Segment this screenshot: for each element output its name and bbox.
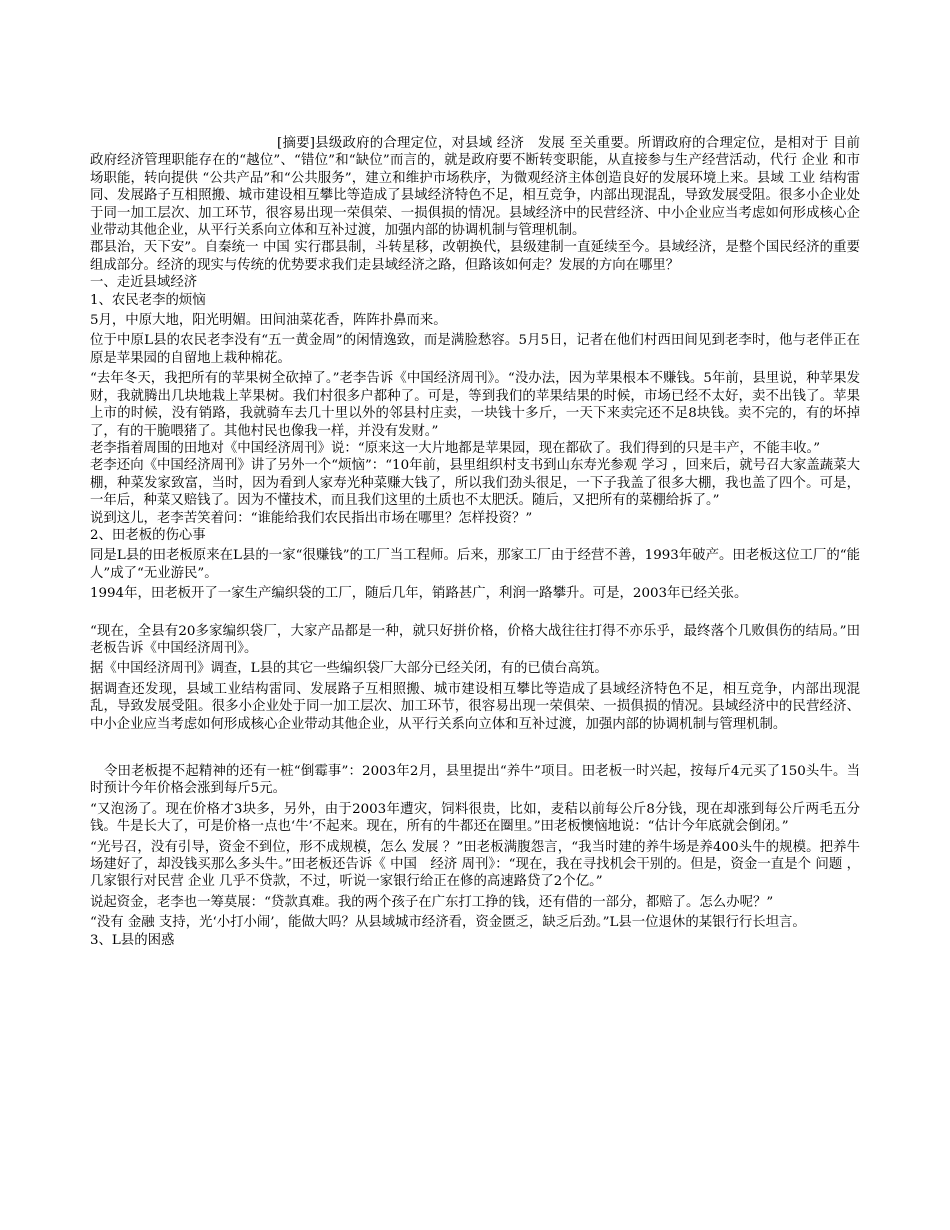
body-paragraph: 1994年，田老板开了一家生产编织袋的工厂，随后几年，销路甚广，利润一路攀升。可是，2003年已经关张。 (90, 586, 748, 602)
subsection-heading: 3、L县的困惑 (90, 932, 175, 948)
body-paragraph: 老李还向《中国经济周刊》讲了另外一个“烦恼”：“10年前，县里组织村支书到山东寿光参观 学习 ，回来后，就号召大家盖蔬菜大棚，种菜发家致富，当时，因为看到人家寿光种菜赚大钱了，所以我们劲头很足，一下子我盖了很多大棚，我也盖了四个。可是，一年后，种菜又赔钱了。因为不懂技术，而且我们这里的土质也不太肥沃。随后，又把所有的菜棚给拆了。” (90, 458, 860, 509)
body-paragraph: “光号召，没有引导，资金不到位，形不成规模，怎么 发展 ？”田老板满腹怨言，“我当时建的养牛场是养400头牛的规模。把养牛场建好了，却没钱买那么多头牛。”田老板还告诉《 中国 经济 周刊》：“现在，我在寻找机会干别的。但是，资金一直是个 问题 ，几家银行对民营 企业 几乎不贷款，不过，听说一家银行给正在修的高速路贷了2个亿。” (90, 839, 860, 890)
body-paragraph: 同是L县的田老板原来在L县的一家“很赚钱”的工厂当工程师。后来，那家工厂由于经营不善，1993年破产。田老板这位工厂的“能人”成了“无业游民”。 (90, 548, 860, 581)
abstract-paragraph: [摘要]县级政府的合理定位，对县域 经济 发展 至关重要。所谓政府的合理定位，是相对于 目前 政府经济管理职能存在的“越位”、“错位”和“缺位”而言的，就是政府要不断转变职能，从直接参与生产经营活动，代行 企业 和市场职能，转向提供 “公共产品”和“公共服务”，建立和维护市场秩序，为微观经济主体创造良好的发展环境上来。县域 工业 结构雷同、发展路子互相照搬、城市建设相互攀比等造成了县域经济特色不足，相互竞争，内部出现混乱，导致发展受阻。很多小企业处于同一加工层次、加工环节，很容易出现一荣俱荣、一损俱损的情况。县域经济中的民营经济、中小企业应当考虑如何形成核心企业带动其他企业，从平行关系向立体和互补过渡，加强内部的协调机制与管理机制。 (90, 136, 860, 239)
body-paragraph: 位于中原L县的农民老李没有“五一黄金周”的闲情逸致，而是满脸愁容。5月5日，记者在他们村西田间见到老李时，他与老伴正在原是苹果园的自留地上栽种棉花。 (90, 333, 860, 366)
body-paragraph: “又泡汤了。现在价格才3块多，另外，由于2003年遭灾，饲料很贵，比如，麦秸以前每公斤8分钱，现在却涨到每公斤两毛五分钱。牛是长大了，可是价格一点也‘牛’不起来。现在，所有的牛都还在圈里。”田老板懊恼地说：“估计今年底就会倒闭。” (90, 801, 860, 835)
body-paragraph: “现在，全县有20多家编织袋厂，大家产品都是一种，就只好拼价格，价格大战往往打得不亦乐乎，最终落个几败俱伤的结局。”田老板告诉《中国经济周刊》。 (90, 623, 860, 656)
body-paragraph: 说起资金，老李也一筹莫展：“贷款真难。我的两个孩子在广东打工挣的钱，还有借的一部分，都赔了。怎么办呢？” (90, 894, 774, 910)
body-paragraph: 据《中国经济周刊》调查，L县的其它一些编织袋厂大部分已经关闭，有的已债台高筑。 (90, 661, 608, 677)
subsection-heading: 1、农民老李的烦恼 (90, 292, 206, 308)
body-paragraph: 老李指着周围的田地对《中国经济周刊》说：“原来这一大片地都是苹果园，现在都砍了。我们得到的只是丰产，不能丰收。” (90, 440, 821, 456)
section-heading: 一、走近县域经济 (90, 275, 198, 291)
body-paragraph: 说到这儿，老李苦笑着问：“谁能给我们农民指出市场在哪里？怎样投资？” (90, 510, 533, 526)
subsection-heading: 2、田老板的伤心事 (90, 527, 206, 543)
document-page (90, 135, 860, 949)
body-paragraph: 令田老板提不起精神的还有一桩“倒霉事”：2003年2月，县里提出“养牛”项目。田老板一时兴起，按每斤4元买了150头牛。当时预计今年价格会涨到每斤5元。 (90, 764, 860, 797)
blank-line (90, 733, 860, 763)
intro-paragraph: 郡县治，天下安”。自秦统一 中国 实行郡县制，斗转星移，改朝换代，县级建制一直延续至今。县域经济，是整个国民经济的重要组成部分。经济的现实与传统的优势要求我们走县域经济之路，但路该如何走？发展的方向在哪里？ (90, 240, 860, 273)
blank-line (90, 603, 860, 620)
body-paragraph: 5月，中原大地，阳光明媚。田间油菜花香，阵阵扑鼻而来。 (90, 313, 447, 329)
body-paragraph: “去年冬天，我把所有的苹果树全砍掉了。”老李告诉《中国经济周刊》。“没办法，因为苹果根本不赚钱。5年前，县里说，种苹果发财，我就腾出几块地栽上苹果树。我们村很多户都种了。可是，等到我们的苹果结果的时候，市场已经不太好，卖不出钱了。苹果上市的时候，没有销路，我就骑车去几十里以外的邻县村庄卖，一块钱十多斤，一天下来卖完还不足8块钱。卖不完的，有的坏掉了，有的干脆喂猪了。其他村民也像我一样，并没有发财。” (90, 371, 860, 439)
body-paragraph: “没有 金融 支持，光‘小打小闹’，能做大吗？从县域城市经济看，资金匮乏，缺乏后劲。”L县一位退休的某银行行长坦言。 (90, 915, 806, 931)
body-paragraph: 据调查还发现，县域工业结构雷同、发展路子互相照搬、城市建设相互攀比等造成了县域经济特色不足，相互竞争，内部出现混乱，导致发展受阻。很多小企业处于同一加工层次、加工环节，很容易出现一荣俱荣、一损俱损的情况。县域经济中的民营经济、中小企业应当考虑如何形成核心企业带动其他企业，从平行关系向立体和互补过渡，加强内部的协调机制与管理机制。 (90, 681, 860, 732)
